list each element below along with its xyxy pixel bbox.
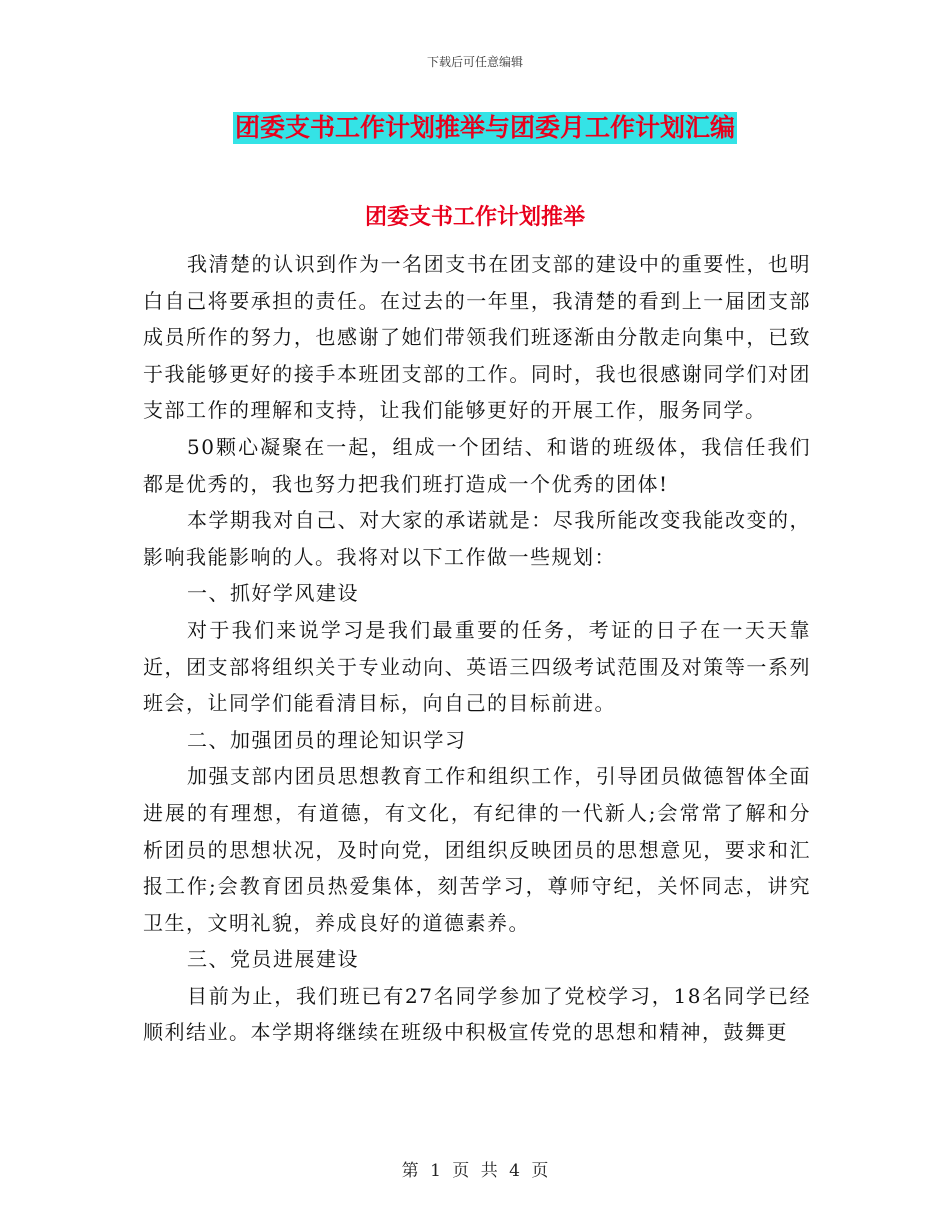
- paragraph-party-building: 目前为止，我们班已有27名同学参加了党校学习，18名同学已经顺利结业。本学期将继续在班级中积极宣传党的思想和精神，鼓舞更: [143, 983, 811, 1045]
- section-title: 团委支书工作计划推举: [364, 205, 585, 230]
- header-note: 下载后可任意编辑: [426, 55, 523, 69]
- document-body: [143, 246, 811, 1051]
- heading-party-building: 三、党员进展建设: [187, 947, 359, 972]
- document-title: 团委支书工作计划推举与团委月工作计划汇编: [235, 113, 736, 142]
- paragraph-theory-study: 加强支部内团员思想教育工作和组织工作，引导团员做德智体全面进展的有理想，有道德，有文化，有纪律的一代新人;会常常了解和分析团员的思想状况，及时向党，团组织反映团员的思想意见，要求和汇报工作;会教育团员热爱集体，刻苦学习，尊师守纪，关怀同志，讲究卫生，文明礼貌，养成良好的道德素养。: [143, 764, 811, 935]
- page-number-footer: 第 1 页 共 4 页: [401, 1161, 549, 1181]
- heading-study-style: 一、抓好学风建设: [187, 581, 359, 606]
- paragraph-commitment: 本学期我对自己、对大家的承诺就是：尽我所能改变我能改变的，影响我能影响的人。我将对以下工作做一些规划：: [143, 508, 811, 569]
- paragraph-intro: 我清楚的认识到作为一名团支书在团支部的建设中的重要性，也明白自己将要承担的责任。在过去的一年里，我清楚的看到上一届团支部成员所作的努力，也感谢了她们带领我们班逐渐由分散走向集中，已致于我能够更好的接手本班团支部的工作。同时，我也很感谢同学们对团支部工作的理解和支持，让我们能够更好的开展工作，服务同学。: [143, 252, 811, 423]
- paragraph-class-unity: 50颗心凝聚在一起，组成一个团结、和谐的班级体，我信任我们都是优秀的，我也努力把我们班打造成一个优秀的团体!: [143, 434, 811, 496]
- paragraph-study-style: 对于我们来说学习是我们最重要的任务，考证的日子在一天天靠近，团支部将组织关于专业动向、英语三四级考试范围及对策等一系列班会，让同学们能看清目标，向自己的目标前进。: [143, 617, 811, 716]
- heading-theory-study: 二、加强团员的理论知识学习: [187, 727, 467, 752]
